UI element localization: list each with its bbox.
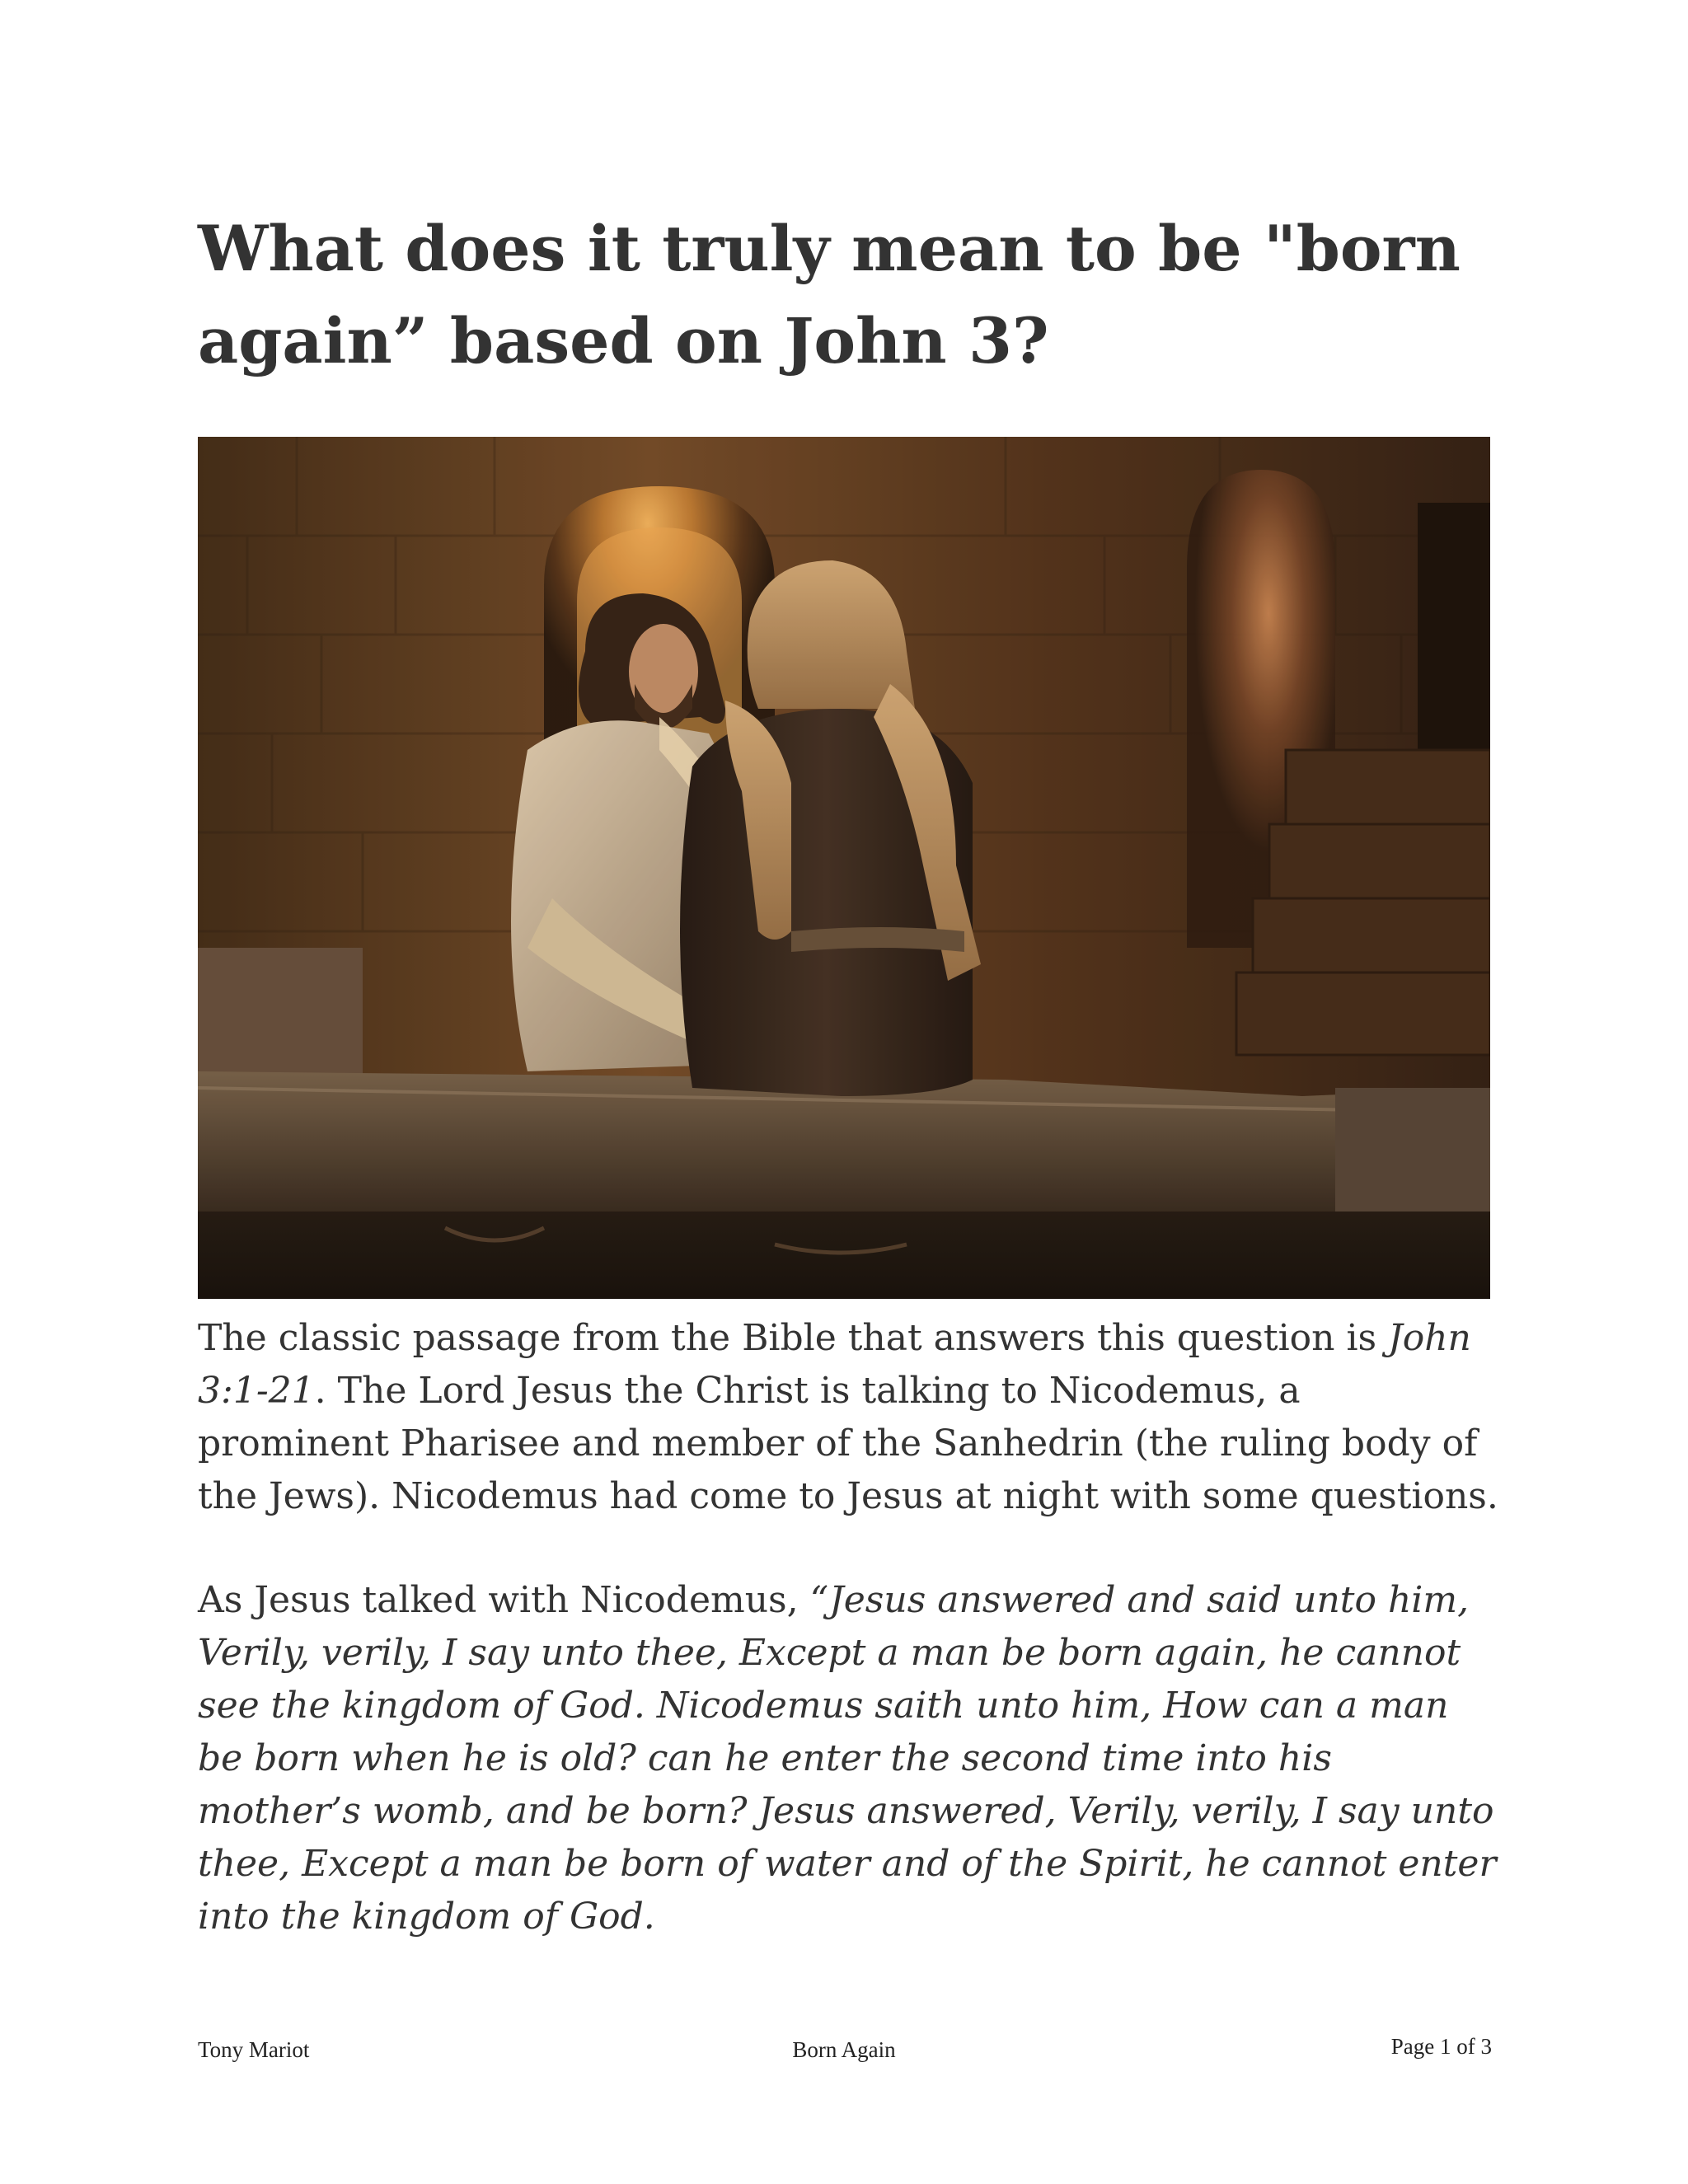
night-scene-illustration [198, 437, 1490, 1299]
page-title: What does it truly mean to be "born again” based on John 3? [198, 212, 1461, 377]
intro-text-before: The classic passage from the Bible that answers this question is [198, 1317, 1389, 1359]
scripture-citation: John 3:1-21 [198, 1317, 1471, 1412]
intro-paragraph [198, 1312, 1500, 1523]
hero-image [198, 437, 1490, 1299]
scripture-quote: “Jesus answered and said unto him, Verily, verily, I say unto thee, Except a man be born again, he cannot see the kingdom of God. Nicodemus saith unto him, How can a man be born when he is old? can he enter the second time into his mother’s womb, and be born? Jesus answered, Verily, verily, I say unto thee, Except a man be born of water and of the Spirit, he cannot enter into the kingdom of God. [198, 1579, 1497, 1938]
footer-section: Born Again [792, 2037, 896, 2062]
intro-text-after: . The Lord Jesus the Christ is talking to Nicodemus, a prominent Pharisee and member of the Sanhedrin (the ruling body of the Jews). Nicodemus had come to Jesus at night with some questions. [198, 1370, 1498, 1517]
quote-paragraph [198, 1574, 1500, 1943]
quote-intro: As Jesus talked with Nicodemus, [198, 1579, 810, 1621]
footer-author: Tony Mariot [198, 2037, 310, 2062]
footer-page-number: Page 1 of 3 [1390, 2034, 1492, 2059]
